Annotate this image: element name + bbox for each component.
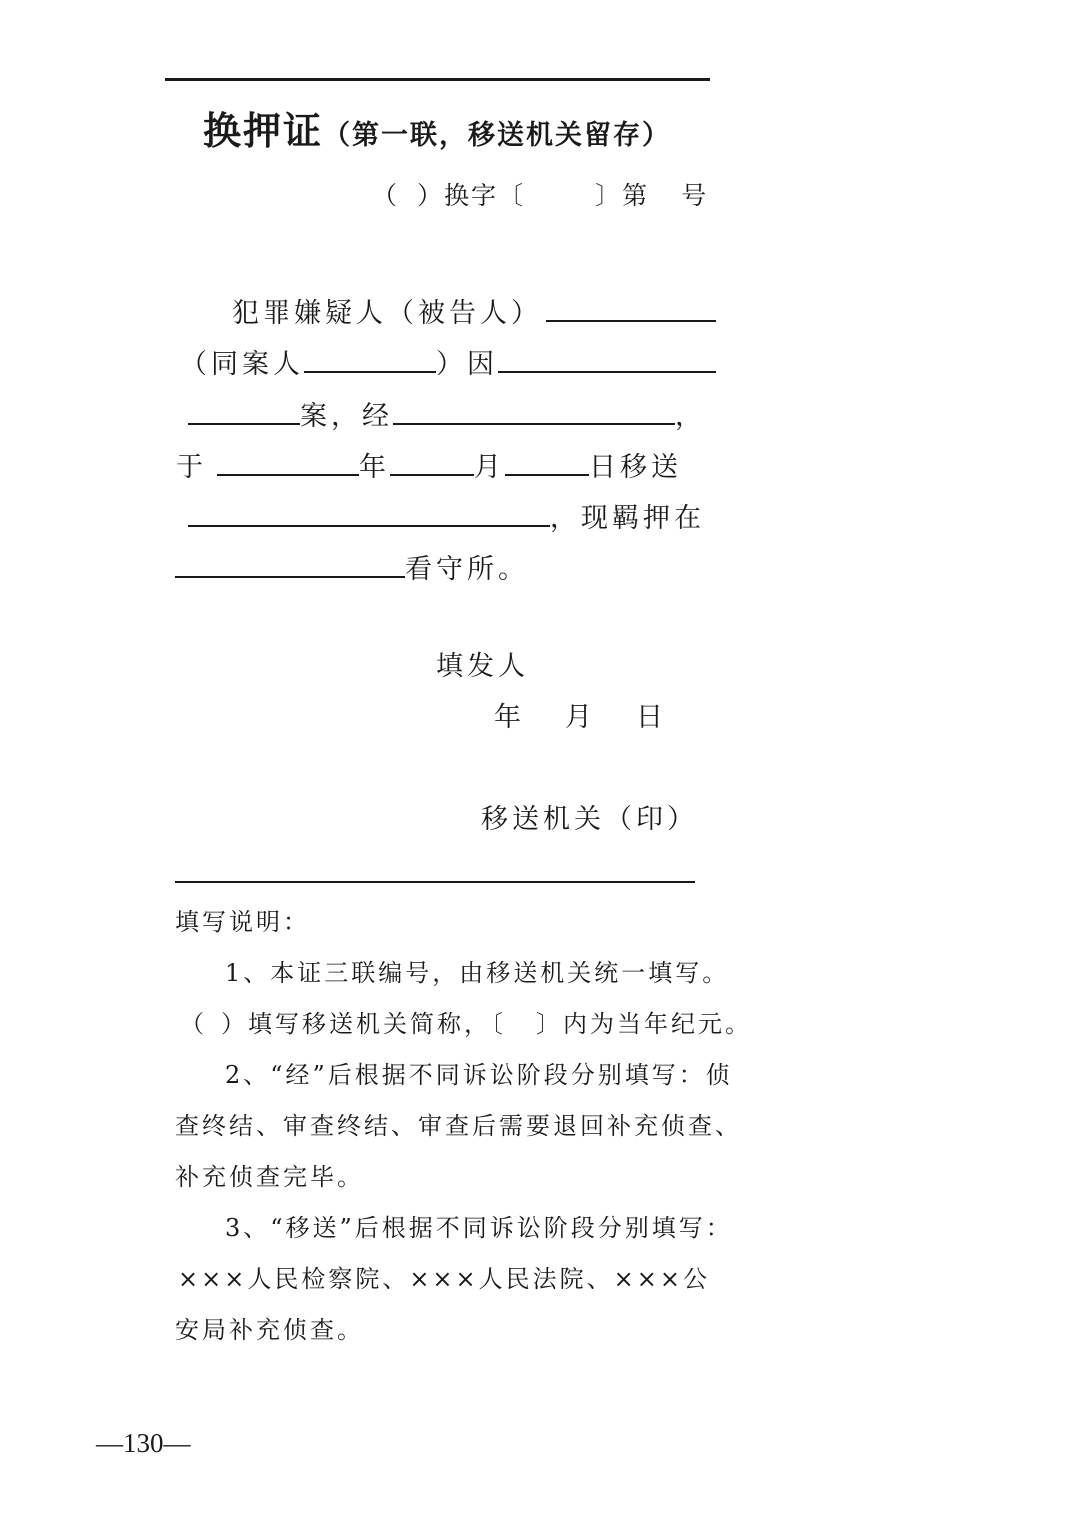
note-item-3-line-3: 安局补充侦查。 — [175, 1316, 364, 1344]
same-case-field[interactable] — [304, 341, 436, 373]
note-item-2-line-2: 查终结、审查终结、审查后需要退回补充侦查、 — [175, 1112, 742, 1140]
page-number: —130— — [96, 1428, 191, 1458]
top-rule — [165, 78, 710, 81]
form-line-receiver — [188, 495, 705, 539]
same-case-close: ）因 — [436, 349, 498, 380]
note1-open-paren: （ — [180, 1010, 207, 1038]
date-nian: 年 — [359, 452, 390, 483]
document-number-line — [372, 176, 708, 216]
doc-close-paren: ） — [417, 181, 445, 210]
detention-center-label: 看守所。 — [405, 554, 529, 585]
detained-at: ，现羁押在 — [550, 503, 705, 534]
title-main: 换押证 — [203, 108, 324, 153]
doc-open-paren: （ — [372, 181, 400, 210]
form-line-same-case — [180, 341, 716, 385]
agency-seal-label: 移送机关（印） — [481, 804, 698, 835]
suspect-label: 犯罪嫌疑人（被告人） — [232, 298, 542, 329]
receiver-field[interactable] — [188, 495, 550, 527]
signature-nian: 年 — [494, 702, 525, 733]
year-field[interactable] — [217, 444, 359, 476]
case-label: 案，经 — [300, 401, 393, 432]
note-item-2-line-3: 补充侦查完毕。 — [175, 1163, 364, 1191]
note-item-1-line-1: 1、本证三联编号，由移送机关统一填写。 — [225, 959, 730, 987]
case-comma: ， — [675, 401, 706, 432]
form-line-case — [188, 393, 706, 437]
notes-separator — [175, 881, 695, 883]
doc-di: 第 — [622, 181, 650, 210]
date-ri-transfer: 日移送 — [589, 452, 682, 483]
same-case-open: （同案人 — [180, 349, 304, 380]
doc-open-bracket: 〔 — [498, 181, 526, 210]
note-item-1-line-2 — [180, 1006, 752, 1042]
issuer-label: 填发人 — [436, 651, 529, 682]
procedure-field[interactable] — [393, 393, 675, 425]
note1-year-text: 〕内为当年纪元。 — [536, 1010, 752, 1038]
signature-date — [494, 698, 667, 738]
doc-close-bracket: 〕 — [595, 181, 623, 210]
day-field[interactable] — [505, 444, 589, 476]
case-cause-field[interactable] — [498, 341, 716, 373]
date-yu: 于 — [176, 452, 207, 483]
note-item-2-line-1: 2、“经”后根据不同诉讼阶段分别填写：侦 — [225, 1061, 733, 1089]
document-title — [203, 100, 671, 155]
date-yue: 月 — [474, 452, 505, 483]
note-item-3-line-1: 3、“移送”后根据不同诉讼阶段分别填写： — [225, 1214, 733, 1242]
signature-ri: 日 — [636, 702, 667, 733]
form-line-detention — [175, 546, 529, 590]
form-line-suspect — [232, 290, 716, 334]
suspect-name-field[interactable] — [546, 290, 716, 322]
notes-heading: 填写说明： — [175, 908, 310, 936]
note-item-3-line-2: ×××人民检察院、×××人民法院、×××公 — [178, 1265, 710, 1293]
doc-hao: 号 — [681, 181, 709, 210]
note1-abbr-text: ）填写移送机关简称，〔 — [221, 1010, 506, 1038]
form-line-date — [176, 444, 682, 488]
doc-char: 换字 — [444, 181, 499, 210]
case-type-field[interactable] — [188, 393, 300, 425]
title-subtitle: （第一联，移送机关留存） — [323, 120, 672, 151]
signature-yue: 月 — [565, 702, 596, 733]
detention-center-field[interactable] — [175, 546, 405, 578]
month-field[interactable] — [390, 444, 474, 476]
